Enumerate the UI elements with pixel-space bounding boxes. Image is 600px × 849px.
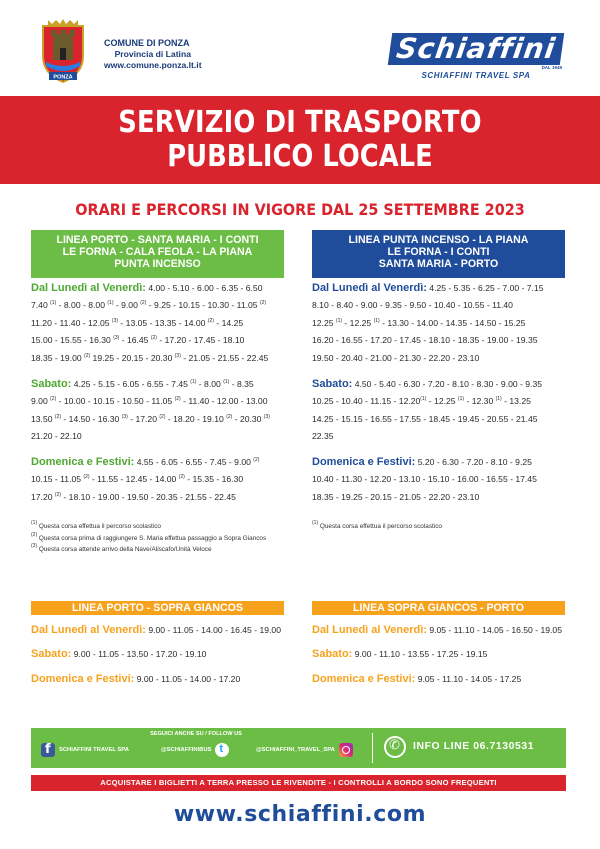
giancos-right-saturday-label: Sabato: <box>312 648 353 661</box>
left-header-line: LE FORNA - CALA FEOLA - LA PIANA <box>62 246 253 258</box>
page-header <box>0 0 600 95</box>
phone-icon <box>384 736 406 758</box>
right-saturday-schedule: Sabato: 4.50 - 5.40 - 6.30 - 7.20 - 8.10 - 8.30 - 9.00 - 9.35 10.25 - 10.40 - 11.15 - 12.20$^{(1)}$ - 12.25 $^{(1)}$ - 12.30 $^{(1)}$ - 13.25 14.25 - 15.15 - 16.55 - 17.55 - 18.45 - 19.45 - 20.55 - 21.45 22.35 <box>312 378 542 442</box>
twitter-link[interactable] <box>161 743 233 757</box>
giancos-left-weekday: 9.00 - 11.05 - 14.00 - 16.45 - 19.00 <box>148 625 281 635</box>
footer-divider <box>372 733 373 763</box>
schiaffini-wordmark: Schiaffini <box>388 33 564 65</box>
left-weekday-label: Dal Lunedì al Venerdì: <box>31 282 146 294</box>
giancos-right-schedule <box>312 618 562 691</box>
giancos-left-weekday-label: Dal Lunedì al Venerdì: <box>31 624 146 636</box>
right-footnotes: $^{(1)}$ Questa corsa effettua il percorso scolastico <box>312 520 442 530</box>
giancos-right-weekday: 9.05 - 11.10 - 14.05 - 16.50 - 19.05 <box>429 625 562 635</box>
giancos-right-saturday: 9.00 - 11.10 - 13.55 - 17.25 - 19.15 <box>354 649 488 660</box>
company-name: SCHIAFFINI TRAVEL SPA <box>421 71 531 80</box>
left-holiday-schedule: Domenica e Festivi: 4.55 - 6.05 - 6.55 - 7.45 - 9.00 $^{(2)}$ 10.15 - 11.05 $^{(2)}$ - 11.55 - 12.45 - 14.00 $^{(2)}$ - 15.35 - 16.30 17.20 $^{(2)}$ - 18.10 - 19.00 - 19.50 - 20.35 - 21.55 - 22.45 <box>31 456 260 502</box>
company-website[interactable]: www.schiaffini.com <box>173 802 427 827</box>
twitter-handle: @SCHIAFFINIBUS <box>161 747 212 753</box>
facebook-handle: SCHIAFFINI TRAVEL SPA <box>59 747 129 753</box>
giancos-right-weekday-label: Dal Lunedì al Venerdì: <box>312 624 427 636</box>
giancos-left-holiday-label: Domenica e Festivi: <box>31 672 135 685</box>
right-weekday-label: Dal Lunedì al Venerdì: <box>312 282 427 294</box>
footnote: Questa corsa attende arrivo della Nave/Aliscafo/Unità Veloce <box>38 546 212 554</box>
crest-label: PONZA <box>53 74 73 81</box>
follow-us-label: SEGUICI ANCHE SU / FOLLOW US <box>150 731 242 737</box>
comune-info <box>104 38 202 71</box>
giancos-left-saturday: 9.00 - 11.05 - 13.50 - 17.20 - 19.10 <box>73 649 207 660</box>
footnote: Questa corsa effettua il percorso scolastico <box>319 523 442 530</box>
facebook-icon <box>41 743 55 757</box>
province: Provincia di Latina <box>114 49 191 59</box>
ticket-notice: ACQUISTARE I BIGLIETTI A TERRA PRESSO LE RIVENDITE - I CONTROLLI A BORDO SONO FREQUENTI <box>31 775 566 791</box>
left-header-line: LINEA PORTO - SANTA MARIA - I CONTI <box>56 234 259 246</box>
title-banner <box>0 96 600 184</box>
title-line-2: PUBBLICO LOCALE <box>167 139 433 174</box>
footnote: Questa corsa effettua il percorso scolastico <box>38 523 161 530</box>
right-header-line: SANTA MARIA - PORTO <box>378 258 499 270</box>
giancos-left-holiday: 9.00 - 11.05 - 14.00 - 17.20 <box>136 673 241 684</box>
giancos-left-saturday-label: Sabato: <box>31 648 72 661</box>
instagram-link[interactable] <box>256 743 357 757</box>
logo-since: DAL 1949 <box>541 65 562 70</box>
left-header-line: PUNTA INCENSO <box>114 258 201 270</box>
giancos-left-header: LINEA PORTO - SOPRA GIANCOS <box>31 601 284 615</box>
schiaffini-logo <box>390 33 562 81</box>
left-holiday-label: Domenica e Festivi: <box>31 456 135 468</box>
social-footer <box>31 728 566 768</box>
facebook-link[interactable] <box>41 743 129 757</box>
left-saturday-schedule: Sabato: 4.25 - 5.15 - 6.05 - 6.55 - 7.45 $^{(1)}$ - 8.00 $^{(1)}$ - 8.35 9.00 $^{(2)}$ - 10.00 - 10.15 - 10.50 - 11.05 $^{(2)}$ - 11.40 - 12.00 - 13.00 13.50 $^{(2)}$ - 14.50 - 16.30 $^{(3)}$ - 17.20 $^{(2)}$ - 18.20 - 19.10 $^{(2)}$ - 20.30 $^{(3)}$ 21.20 - 22.10 <box>31 378 270 442</box>
title-line-1: SERVIZIO DI TRASPORTO <box>118 105 482 140</box>
right-saturday-label: Sabato: <box>312 378 353 390</box>
giancos-left-schedule <box>31 618 281 691</box>
left-weekday-schedule: Dal Lunedì al Venerdì: 4.00 - 5.10 - 6.00 - 6.35 - 6.50 7.40 $^{(1)}$ - 8.00 - 8.00 $^{(1)}$ - 9.00 $^{(2)}$ - 9.25 - 10.15 - 10.30 - 11.05 $^{(2)}$ 11.20 - 11.40 - 12.05 $^{(3)}$ - 13.05 - 13.35 - 14.00 $^{(2)}$ - 14.25 15.00 - 15.55 - 16.30 $^{(3)}$ - 16.45 $^{(2)}$ - 17.20 - 17.45 - 18.10 18.35 - 19.00 $^{(2)}$ 19.25 - 20.15 - 20.30 $^{(3)}$ - 21.05 - 21.55 - 22.45 <box>31 282 269 363</box>
comune-name: COMUNE DI PONZA <box>104 38 190 48</box>
validity-subtitle: ORARI E PERCORSI IN VIGORE DAL 25 SETTEMBRE 2023 <box>75 200 525 219</box>
right-holiday-schedule: Domenica e Festivi: 5.20 - 6.30 - 7.20 - 8.10 - 9.25 10.40 - 11.30 - 12.20 - 13.10 - 15.10 - 16.00 - 16.55 - 17.45 18.35 - 19.25 - 20.15 - 21.05 - 22.20 - 23.10 <box>312 456 537 502</box>
twitter-icon <box>215 743 229 757</box>
ponza-crest-icon <box>38 18 88 84</box>
comune-website[interactable]: www.comune.ponza.lt.it <box>104 60 202 70</box>
giancos-right-holiday-label: Domenica e Festivi: <box>312 672 416 685</box>
giancos-right-header: LINEA SOPRA GIANCOS - PORTO <box>312 601 565 615</box>
instagram-icon <box>339 743 353 757</box>
right-header-line: LINEA PUNTA INCENSO - LA PIANA <box>348 234 529 246</box>
right-header-line: LE FORNA - I CONTI <box>387 246 490 258</box>
left-footnotes: $^{(1)}$ Questa corsa effettua il percorso scolastico $^{(2)}$ Questa corsa prima di raggiungere S. Maria effettua passaggio a Sopra Giancos $^{(3)}$ Questa corsa attende arrivo della Nave/Aliscafo/Unità Veloce <box>31 520 267 554</box>
giancos-right-holiday: 9.05 - 11.10 - 14.05 - 17.25 <box>417 673 522 684</box>
left-saturday-label: Sabato: <box>31 378 72 390</box>
right-holiday-label: Domenica e Festivi: <box>312 456 416 468</box>
footnote: Questa corsa prima di raggiungere S. Maria effettua passaggio a Sopra Giancos <box>38 534 267 542</box>
left-line-header <box>31 230 284 278</box>
right-line-header <box>312 230 565 278</box>
right-weekday-schedule: Dal Lunedì al Venerdì: 4.25 - 5.35 - 6.25 - 7.00 - 7.15 8.10 - 8.40 - 9.00 - 9.35 - 9.50 - 10.40 - 10.55 - 11.40 12.25 $^{(1)}$ - 12.25 $^{(1)}$ - 13.30 - 14.00 - 14.35 - 14.50 - 15.25 16.20 - 16.55 - 17.20 - 17.45 - 18.10 - 18.35 - 19.00 - 19.35 19.50 - 20.40 - 21.00 - 21.30 - 22.20 - 23.10 <box>312 282 544 363</box>
instagram-handle: @SCHIAFFINI_TRAVEL_SPA <box>256 747 335 753</box>
info-line[interactable]: INFO LINE 06.7130531 <box>413 741 535 752</box>
